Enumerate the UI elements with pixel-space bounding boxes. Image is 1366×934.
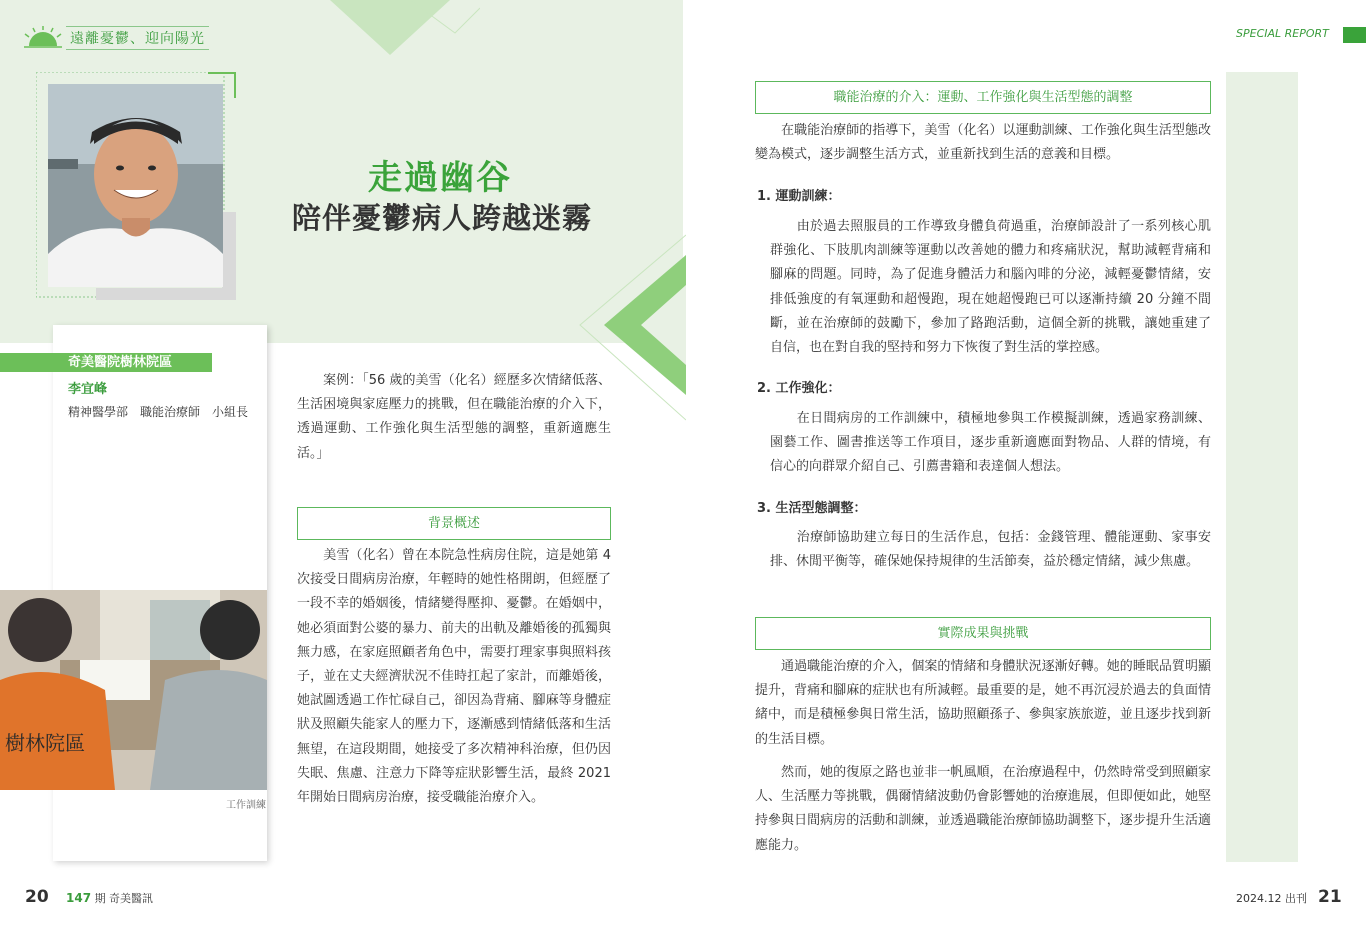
page-number-right: 21 bbox=[1318, 887, 1342, 907]
section-tag: 遠離憂鬱、迎向陽光 bbox=[66, 26, 209, 50]
work-strengthening-text: 在日間病房的工作訓練中，積極地參與工作模擬訓練，透過家務訓練、園藝工作、圖書推送等工作項目，逐步重新適應面對物品、人群的情境，有信心的向群眾介紹自己、引薦書籍和表達個人想法。 bbox=[770, 411, 1211, 475]
issue-number: 147 bbox=[66, 891, 92, 905]
results-heading: 實際成果與挑戰 bbox=[755, 617, 1211, 650]
special-report-header: SPECIAL REPORT bbox=[1236, 27, 1329, 40]
ot-intro-text: 在職能治療師的指導下，美雪（化名）以運動訓練、工作強化與生活型態改變為模式，逐步調整生活方式，並重新找到生活的意義和目標。 bbox=[755, 123, 1211, 163]
work-strengthening-title: 2. 工作強化： bbox=[757, 381, 841, 396]
decorative-triangle-top bbox=[330, 0, 480, 60]
page-number-left: 20 bbox=[25, 887, 49, 907]
svg-text:樹林院區: 樹林院區 bbox=[5, 731, 85, 755]
photo-caption: 工作訓練 bbox=[226, 800, 266, 811]
ot-intervention-heading: 職能治療的介入：運動、工作強化與生活型態的調整 bbox=[755, 81, 1211, 114]
issue-info bbox=[66, 890, 153, 906]
issue-suffix: 期 奇美醫訊 bbox=[94, 892, 154, 905]
results-text-2: 然而，她的復原之路也並非一帆風順，在治療過程中，仍然時常受到照顧家人、生活壓力等挑戰，偶爾情緒波動仍會影響她的治療進展，但即便如此，她堅持參與日間病房的活動和訓練，並透過職能治療師協助調整下，逐步提升生活適應能力。 bbox=[755, 765, 1211, 853]
work-training-photo bbox=[0, 590, 267, 790]
article-title: 走過幽谷 bbox=[368, 158, 512, 198]
background-heading: 背景概述 bbox=[297, 507, 611, 540]
sun-icon bbox=[24, 26, 62, 48]
background-text: 美雪（化名）曾在本院急性病房住院，這是她第 4 次接受日間病房治療，年輕時的她性格開朗，但經歷了一段不幸的婚姻後，情緒變得壓抑、憂鬱。在婚姻中，她必須面對公婆的暴力、前夫的出軌及離婚後的孤獨與無力感，在家庭照顧者角色中，需要打理家事與照料孩子，並在丈夫經濟狀況不佳時扛起了家計，而離婚後，她試圖透過工作忙碌自己，卻因為背痛、腳麻等身體症狀及照顧失能家人的壓力下，逐漸感到情緒低落和生活無望，在這段期間，她接受了多次精神科治療，但仍因失眠、焦慮、注意力下降等症狀影響生活，最終 2021 年開始日間病房治療，接受職能治療介入。 bbox=[297, 548, 611, 806]
publication-date: 2024.12 出刊 bbox=[1236, 892, 1307, 905]
article-subtitle: 陪伴憂鬱病人跨越迷霧 bbox=[291, 201, 592, 235]
author-title: 精神醫學部 職能治療師 小組長 bbox=[68, 405, 249, 419]
exercise-training-text: 由於過去照服員的工作導致身體負荷過重，治療師設計了一系列核心肌群強化、下肢肌肉訓練等運動以改善她的體力和疼痛狀況，幫助減輕背痛和腳麻的問題。同時，為了促進身體活力和腦內啡的分泌，減輕憂鬱情緒，安排低強度的有氧運動和超慢跑，現在她超慢跑已可以逐漸持續 20 分鐘不間斷，並在治療師的鼓勵下，參加了路跑活動，這個全新的挑戰，讓她重建了自信，也在對自我的堅持和努力下恢復了對生活的掌控感。 bbox=[770, 219, 1211, 356]
case-text: 案例：「56 歲的美雪（化名）經歷多次情緒低落、生活困境與家庭壓力的挑戰，但在職能治療的介入下，透過運動、工作強化與生活型態的調整，重新適應生活。」 bbox=[297, 373, 611, 461]
author-hospital: 奇美醫院樹林院區 bbox=[68, 355, 173, 370]
lifestyle-adjustment-text: 治療師協助建立每日的生活作息，包括：金錢管理、體能運動、家事安排、休閒平衡等，確保她保持規律的生活節奏，益於穩定情緒，減少焦慮。 bbox=[770, 530, 1211, 570]
results-text-1: 通過職能治療的介入，個案的情緒和身體狀況逐漸好轉。她的睡眠品質明顯提升，背痛和腳麻的症狀也有所減輕。最重要的是，她不再沉浸於過去的負面情緒中，而是積極參與日常生活，協助照顧孫子、參與家族旅遊，並且逐步找到新的生活目標。 bbox=[755, 659, 1211, 747]
right-side-band bbox=[1226, 72, 1298, 862]
exercise-training-title: 1. 運動訓練： bbox=[757, 189, 841, 204]
header-accent-bar bbox=[1343, 27, 1366, 43]
author-portrait bbox=[48, 84, 223, 287]
lifestyle-adjustment-title: 3. 生活型態調整： bbox=[757, 501, 867, 516]
author-name: 李宜峰 bbox=[68, 382, 108, 397]
